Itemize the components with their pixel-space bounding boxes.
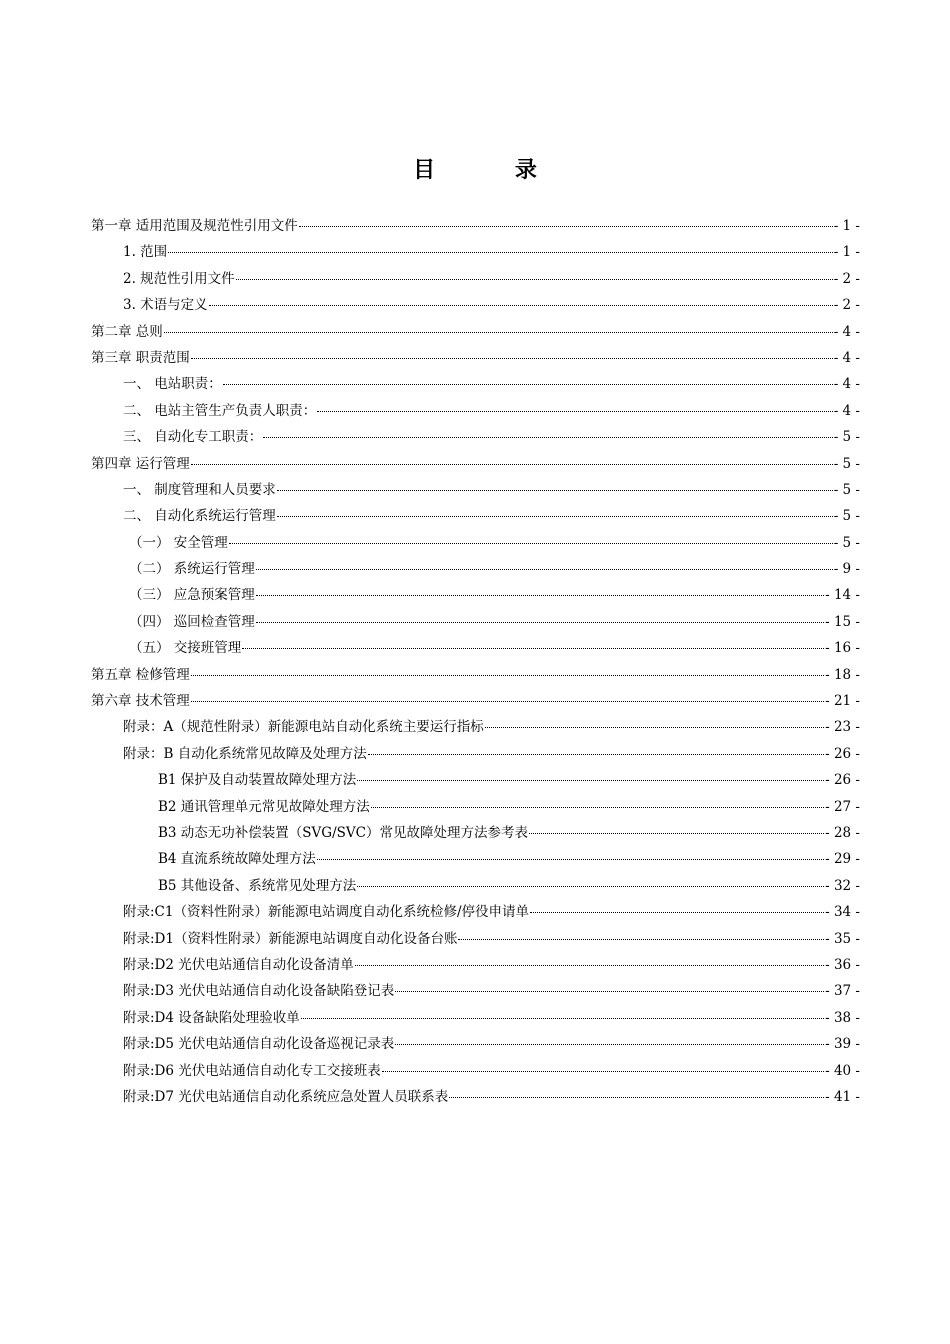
- toc-entry[interactable]: [91, 266, 860, 292]
- toc-dot-leader: [209, 304, 833, 306]
- toc-dot-leader: [449, 1096, 824, 1098]
- toc-dot-leader: [164, 331, 833, 333]
- toc-entry-label: 附录:D7 光伏电站通信自动化系统应急处置人员联系表: [123, 1088, 449, 1105]
- toc-entry-label: 一、 制度管理和人员要求: [123, 481, 276, 498]
- toc-entry[interactable]: [91, 714, 860, 740]
- toc-page-number: - 38 -: [825, 1009, 860, 1026]
- toc-dot-leader: [395, 1043, 824, 1045]
- toc-entry[interactable]: [91, 319, 860, 345]
- toc-entry[interactable]: [91, 530, 860, 556]
- toc-entry-label: 附录:D5 光伏电站通信自动化设备巡视记录表: [123, 1036, 395, 1053]
- toc-page-number: - 9 -: [833, 561, 860, 578]
- toc-dot-leader: [191, 700, 824, 702]
- toc-dot-leader: [355, 964, 824, 966]
- toc-entry[interactable]: [91, 899, 860, 925]
- toc-entry-label: 附录：B 自动化系统常见故障及处理方法: [123, 745, 367, 762]
- toc-entry-label: 二、 自动化系统运行管理: [123, 508, 276, 525]
- toc-dot-leader: [223, 383, 833, 385]
- toc-page-number: - 28 -: [825, 824, 860, 841]
- toc-entry[interactable]: [91, 741, 860, 767]
- toc-page-number: - 26 -: [825, 772, 860, 789]
- toc-entry-label: 第五章 检修管理: [91, 666, 190, 683]
- toc-entry[interactable]: [91, 556, 860, 582]
- toc-dot-leader: [168, 251, 833, 253]
- toc-page-number: - 5 -: [833, 429, 860, 446]
- toc-entry-label: （五） 交接班管理: [129, 640, 242, 657]
- toc-entry[interactable]: [91, 1058, 860, 1084]
- toc-page-number: - 5 -: [833, 534, 860, 551]
- toc-dot-leader: [529, 832, 824, 834]
- toc-entry-label: 三、 自动化专工职责：: [123, 429, 263, 446]
- toc-entry-label: B5 其他设备、系统常见处理方法: [158, 877, 357, 894]
- toc-entry[interactable]: [91, 820, 860, 846]
- toc-page-number: - 14 -: [825, 587, 860, 604]
- toc-page-number: - 1 -: [833, 218, 860, 234]
- toc-dot-leader: [256, 621, 824, 623]
- toc-entry-label: 二、 电站主管生产负责人职责：: [123, 402, 317, 419]
- table-of-contents: [91, 213, 860, 1110]
- toc-dot-leader: [299, 225, 833, 227]
- toc-entry[interactable]: [91, 582, 860, 608]
- toc-page-number: - 18 -: [825, 666, 860, 683]
- toc-dot-leader: [371, 806, 824, 808]
- toc-dot-leader: [458, 938, 824, 940]
- toc-dot-leader: [395, 990, 824, 992]
- toc-dot-leader: [256, 568, 833, 570]
- toc-page-number: - 26 -: [825, 745, 860, 762]
- toc-entry-label: 一、 电站职责：: [123, 376, 222, 393]
- toc-entry-label: 附录:D6 光伏电站通信自动化专工交接班表: [123, 1062, 381, 1079]
- toc-dot-leader: [368, 753, 824, 755]
- toc-entry[interactable]: [91, 926, 860, 952]
- toc-entry-label: B3 动态无功补偿装置（SVG/SVC）常见故障处理方法参考表: [158, 824, 528, 841]
- toc-dot-leader: [277, 489, 833, 491]
- toc-entry-label: 1. 范围: [123, 244, 168, 261]
- toc-entry-label: 附录：A（规范性附录）新能源电站自动化系统主要运行指标: [123, 719, 484, 736]
- toc-entry-label: 2. 规范性引用文件: [123, 270, 235, 287]
- toc-entry[interactable]: [91, 213, 860, 239]
- toc-dot-leader: [357, 779, 824, 781]
- toc-dot-leader: [191, 357, 833, 359]
- toc-dot-leader: [229, 542, 833, 544]
- toc-page-number: - 4 -: [833, 376, 860, 393]
- toc-entry-label: （四） 巡回检查管理: [129, 613, 255, 630]
- toc-dot-leader: [277, 515, 833, 517]
- toc-entry[interactable]: [91, 952, 860, 978]
- toc-entry[interactable]: [91, 292, 860, 318]
- toc-entry[interactable]: [91, 424, 860, 450]
- toc-page-number: - 5 -: [833, 455, 860, 472]
- toc-entry[interactable]: [91, 477, 860, 503]
- toc-entry[interactable]: [91, 1005, 860, 1031]
- toc-page-number: - 1 -: [833, 244, 860, 261]
- toc-dot-leader: [191, 674, 824, 676]
- toc-page-number: - 37 -: [825, 983, 860, 1000]
- toc-entry[interactable]: [91, 371, 860, 397]
- toc-dot-leader: [236, 278, 833, 280]
- toc-page-number: - 27 -: [825, 798, 860, 815]
- toc-entry[interactable]: [91, 846, 860, 872]
- page-title: 目 录: [413, 158, 573, 183]
- toc-page-number: - 4 -: [833, 402, 860, 419]
- toc-entry-label: 附录:C1（资料性附录）新能源电站调度自动化系统检修/停役申请单: [123, 904, 530, 921]
- toc-entry-label: 第四章 运行管理: [91, 455, 190, 472]
- toc-dot-leader: [530, 911, 824, 913]
- toc-entry[interactable]: [91, 662, 860, 688]
- toc-dot-leader: [256, 594, 824, 596]
- toc-entry-label: B4 直流系统故障处理方法: [158, 851, 316, 868]
- toc-entry[interactable]: [91, 767, 860, 793]
- toc-entry[interactable]: [91, 503, 860, 529]
- toc-entry-label: 第二章 总则: [91, 323, 163, 340]
- toc-entry-label: 第一章 适用范围及规范性引用文件: [91, 218, 298, 234]
- toc-entry-label: 附录:D4 设备缺陷处理验收单: [123, 1009, 300, 1026]
- toc-entry[interactable]: [91, 398, 860, 424]
- toc-dot-leader: [263, 436, 832, 438]
- toc-entry-label: （二） 系统运行管理: [129, 561, 255, 578]
- toc-entry[interactable]: [91, 873, 860, 899]
- toc-page-number: - 5 -: [833, 508, 860, 525]
- toc-dot-leader: [242, 647, 824, 649]
- toc-page-number: - 40 -: [825, 1062, 860, 1079]
- toc-dot-leader: [357, 885, 824, 887]
- toc-entry[interactable]: [91, 1084, 860, 1110]
- toc-entry[interactable]: [91, 239, 860, 265]
- toc-page-number: - 29 -: [825, 851, 860, 868]
- toc-entry[interactable]: [91, 1031, 860, 1057]
- toc-page-number: - 4 -: [833, 349, 860, 366]
- toc-entry-label: B1 保护及自动装置故障处理方法: [158, 772, 357, 789]
- toc-entry[interactable]: [91, 451, 860, 477]
- toc-page-number: - 23 -: [825, 719, 860, 736]
- toc-entry-label: 第六章 技术管理: [91, 693, 190, 710]
- toc-entry-label: （一） 安全管理: [129, 534, 228, 551]
- toc-page-number: - 34 -: [825, 904, 860, 921]
- toc-page-number: - 16 -: [825, 640, 860, 657]
- toc-entry[interactable]: [91, 978, 860, 1004]
- toc-page-number: - 35 -: [825, 930, 860, 947]
- toc-page-number: - 21 -: [825, 693, 860, 710]
- toc-page-number: - 15 -: [825, 613, 860, 630]
- toc-entry-label: 3. 术语与定义: [123, 297, 208, 314]
- toc-entry-label: 附录:D2 光伏电站通信自动化设备清单: [123, 956, 354, 973]
- toc-entry-label: B2 通讯管理单元常见故障处理方法: [158, 798, 370, 815]
- toc-dot-leader: [191, 463, 833, 465]
- toc-entry-label: 附录:D3 光伏电站通信自动化设备缺陷登记表: [123, 983, 395, 1000]
- toc-dot-leader: [317, 410, 832, 412]
- toc-entry-label: （三） 应急预案管理: [129, 587, 255, 604]
- toc-entry-label: 附录:D1（资料性附录）新能源电站调度自动化设备台账: [123, 930, 458, 947]
- toc-page-number: - 2 -: [833, 270, 860, 287]
- toc-page-number: - 36 -: [825, 956, 860, 973]
- toc-entry[interactable]: [91, 794, 860, 820]
- toc-dot-leader: [485, 726, 824, 728]
- toc-page-number: - 39 -: [825, 1036, 860, 1053]
- toc-page-number: - 32 -: [825, 877, 860, 894]
- toc-dot-leader: [382, 1070, 824, 1072]
- toc-page-number: - 41 -: [825, 1088, 860, 1105]
- toc-page-number: - 4 -: [833, 323, 860, 340]
- toc-page-number: - 2 -: [833, 297, 860, 314]
- toc-page-number: - 5 -: [833, 481, 860, 498]
- toc-entry[interactable]: [91, 345, 860, 371]
- toc-dot-leader: [317, 858, 824, 860]
- toc-entry[interactable]: [91, 688, 860, 714]
- toc-entry[interactable]: [91, 609, 860, 635]
- toc-entry-label: 第三章 职责范围: [91, 349, 190, 366]
- toc-entry[interactable]: [91, 635, 860, 661]
- toc-dot-leader: [301, 1017, 824, 1019]
